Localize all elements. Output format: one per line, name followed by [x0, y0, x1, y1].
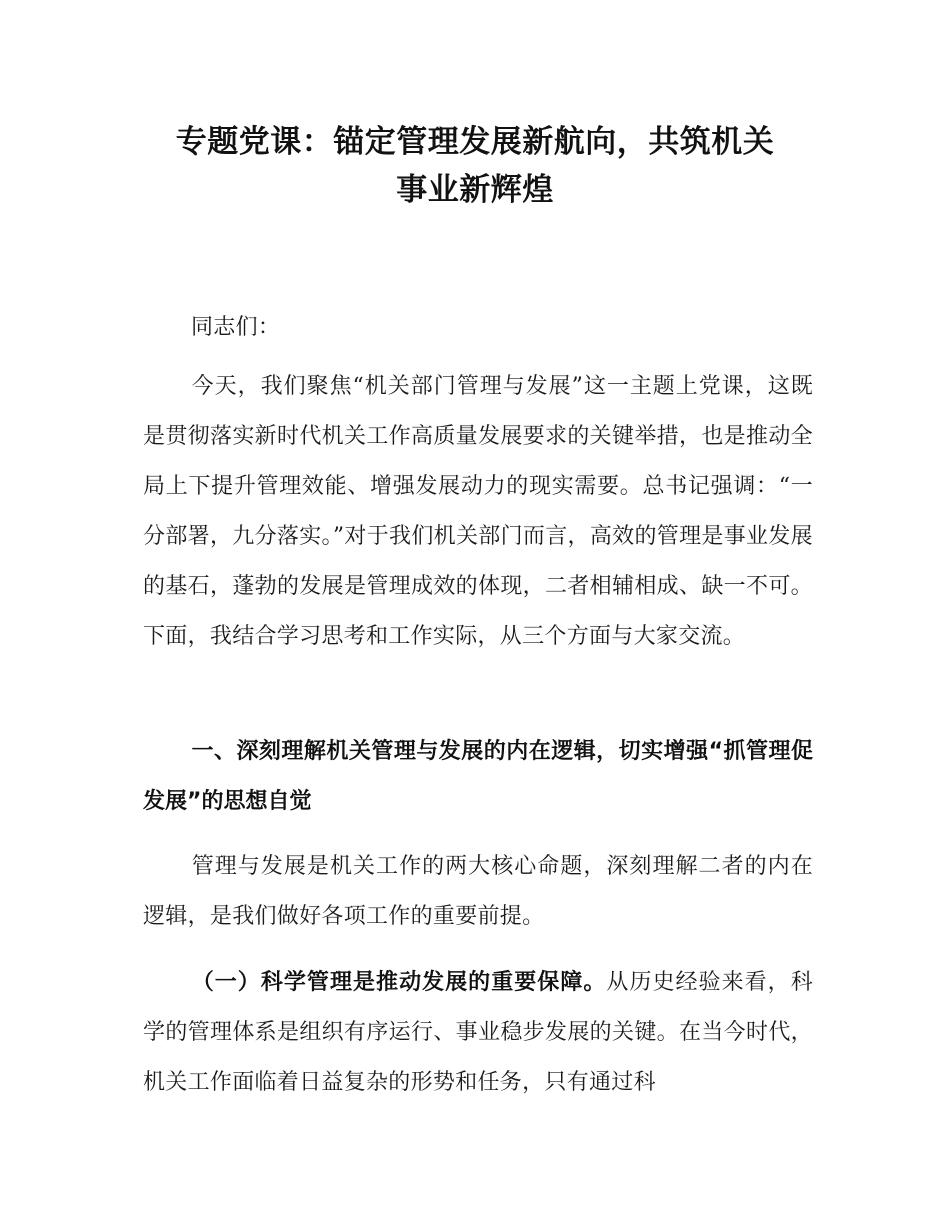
section-1-heading	[143, 727, 813, 827]
subsection-1-text: 从历史经验来看，科学的管理体系是组织有序运行、事业稳步发展的关键。在当今时代，机关工作面临着日益复杂的形势和任务，只有通过科	[143, 970, 814, 1095]
intro-paragraph	[143, 362, 813, 662]
section-1-lead-paragraph	[143, 842, 813, 942]
document-title	[100, 118, 850, 214]
subsection-1-bold-lead: （一）科学管理是推动发展的重要保障。	[191, 970, 607, 995]
intro-text: 今天，我们聚焦“机关部门管理与发展”这一主题上党课，这既是贯彻落实新时代机关工作高质量发展要求的关键举措，也是推动全局上下提升管理效能、增强发展动力的现实需要。总书记强调：“一分部署，九分落实。”对于我们机关部门而言，高效的管理是事业发展的基石，蓬勃的发展是管理成效的体现，二者相辅相成、缺一不可。下面，我结合学习思考和工作实际，从三个方面与大家交流。	[143, 374, 813, 649]
title-line-2: 事业新辉煌	[396, 172, 554, 208]
section-1-lead-text: 管理与发展是机关工作的两大核心命题，深刻理解二者的内在逻辑，是我们做好各项工作的重要前提。	[143, 854, 813, 929]
title-line-1: 专题党课：锚定管理发展新航向，共筑机关	[175, 124, 775, 160]
greeting-paragraph	[143, 303, 813, 353]
greeting-text: 同志们：	[191, 315, 281, 340]
subsection-1-paragraph	[143, 958, 813, 1108]
section-1-heading-text: 一、深刻理解机关管理与发展的内在逻辑，切实增强“抓管理促发展”的思想自觉	[143, 739, 813, 814]
